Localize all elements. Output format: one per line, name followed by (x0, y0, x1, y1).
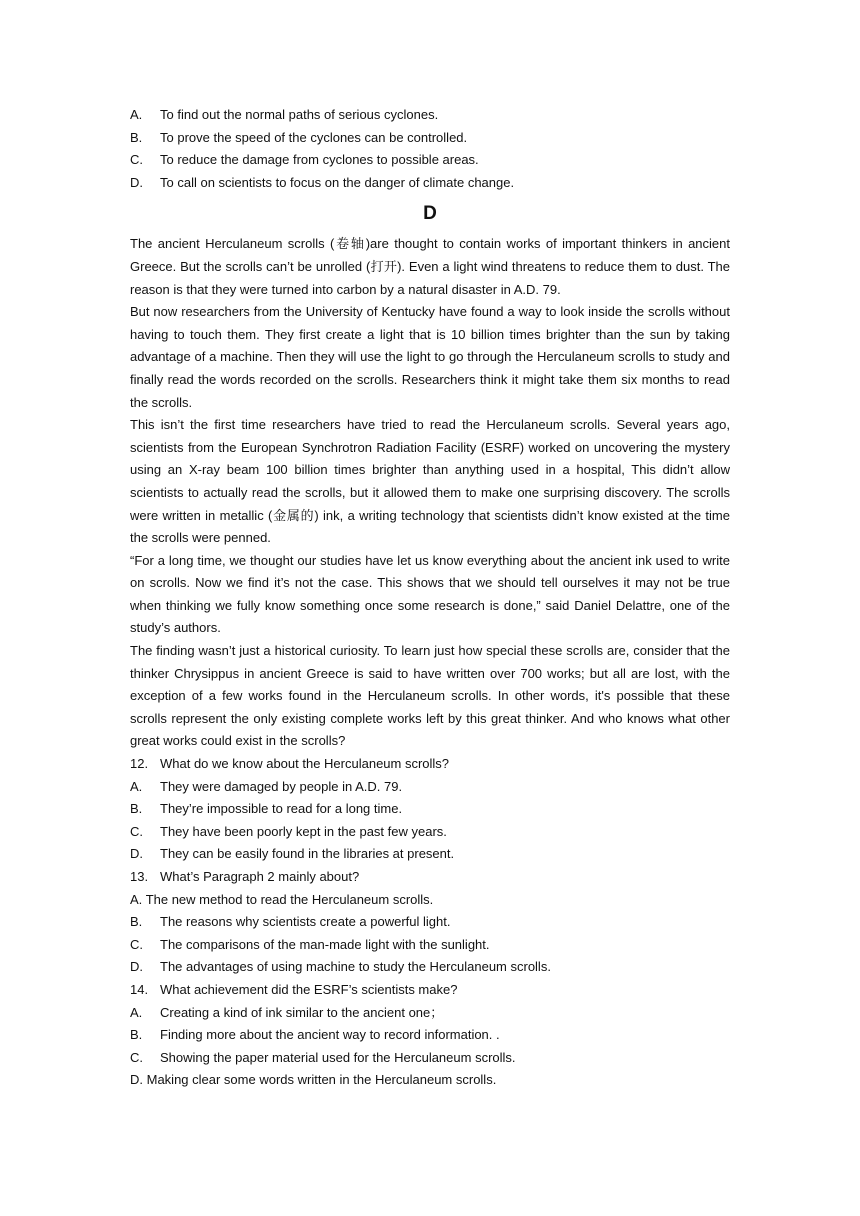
option-label: A. (130, 1004, 143, 1020)
question-14 (130, 979, 730, 1092)
question-number: 14. (130, 981, 149, 997)
option-row (130, 1047, 730, 1070)
option-text: To reduce the damage from cyclones to possible areas. (160, 152, 479, 168)
option-text: They were damaged by people in A.D. 79. (160, 778, 403, 794)
question-stem (130, 866, 730, 889)
passage-paragraph: “For a long time, we thought our studies have let us know everything about the ancient ink used to write on scrolls. Now we find it’s not the case. This shows that we should tell ourselves it may not be true when thinking we fully know something once some research is done,” said Daniel Delattre, one of the study’s authors. (130, 552, 730, 636)
question-number: 12. (130, 756, 149, 772)
option-row (130, 889, 730, 912)
option-row (130, 956, 730, 979)
option-row (130, 172, 730, 195)
question-13 (130, 866, 730, 979)
option-label: A. (130, 891, 143, 907)
question-12 (130, 753, 730, 866)
option-row (130, 149, 730, 172)
option-text: To prove the speed of the cyclones can be controlled. (160, 129, 468, 145)
option-label: D. (130, 959, 143, 975)
option-text: Showing the paper material used for the Herculaneum scrolls. (160, 1049, 516, 1065)
option-row (130, 1002, 730, 1025)
passage-paragraph: This isn’t the first time researchers have tried to read the Herculaneum scrolls. Several years ago, scientists from the European Synchrotron Radiation Facility (ESRF) worked on uncovering the mystery using an X-ray beam 100 billion times brighter than anything used in a hospital, This didn’t allow scientists to actually read the scrolls, but it allowed them to make one surprising discovery. The scrolls were written in metallic (金属的) ink, a writing technology that scientists didn’t know existed at the time the scrolls were penned. (130, 417, 730, 546)
passage-paragraph: But now researchers from the University of Kentucky have found a way to look inside the scrolls without having to touch them. They first create a light that is 10 billion times brighter than the sun by taking advantage of a machine. Then they will use the light to go through the Herculaneum scrolls to study and finally read the words recorded on the scrolls. Researchers think it might take them six months to read the scrolls. (130, 304, 730, 410)
option-label: B. (130, 1027, 143, 1043)
option-label: D. (130, 174, 143, 190)
option-row (130, 776, 730, 799)
option-label: B. (130, 129, 143, 145)
question-stem (130, 753, 730, 776)
option-label: B. (130, 914, 143, 930)
option-row (130, 821, 730, 844)
option-text: The advantages of using machine to study the Herculaneum scrolls. (160, 959, 551, 975)
option-text: The reasons why scientists create a powerful light. (160, 914, 451, 930)
option-row (130, 798, 730, 821)
option-row (130, 127, 730, 150)
option-text: The new method to read the Herculaneum scrolls. (145, 891, 434, 907)
option-label: D. (130, 1072, 143, 1088)
option-text: They’re impossible to read for a long time. (160, 801, 403, 817)
option-text: Creating a kind of ink similar to the ancient one； (160, 1004, 444, 1020)
option-row (130, 1024, 730, 1047)
question-text: What achievement did the ESRF’s scientists make? (160, 981, 458, 997)
option-row (130, 934, 730, 957)
document-page (130, 104, 730, 1092)
question-number: 13. (130, 869, 149, 884)
passage-paragraph: The finding wasn’t just a historical curiosity. To learn just how special these scrolls are, consider that the thinker Chrysippus in ancient Greece is said to have written over 700 works; but all are lost, with the exception of a few works found in the Herculaneum scrolls. In other words, it's possible that these scrolls represent the only existing complete works left by this great thinker. And who knows what other great works could exist in the scrolls? (130, 643, 730, 749)
option-label: C. (130, 1049, 143, 1065)
option-label: C. (130, 936, 143, 952)
question-text: What do we know about the Herculaneum scrolls? (160, 756, 450, 772)
option-text: Finding more about the ancient way to record information. . (160, 1027, 500, 1043)
option-text: Making clear some words written in the Herculaneum scrolls. (146, 1072, 497, 1088)
option-text: To call on scientists to focus on the danger of climate change. (160, 174, 515, 190)
option-text: The comparisons of the man-made light with the sunlight. (160, 936, 490, 952)
option-label: C. (130, 823, 143, 839)
option-label: A. (130, 778, 143, 794)
option-text: They have been poorly kept in the past few years. (160, 823, 447, 839)
option-row (130, 911, 730, 934)
option-row (130, 843, 730, 866)
option-label: D. (130, 846, 143, 862)
question-stem (130, 979, 730, 1002)
option-label: A. (130, 107, 143, 122)
question-text: What’s Paragraph 2 mainly about? (160, 869, 360, 884)
option-text: To find out the normal paths of serious cyclones. (160, 107, 439, 122)
option-row (130, 104, 730, 127)
option-row (130, 1069, 730, 1092)
option-label: B. (130, 801, 143, 817)
option-text: They can be easily found in the libraries at present. (160, 846, 455, 862)
section-heading: D (423, 203, 437, 225)
passage-paragraph: The ancient Herculaneum scrolls (卷轴)are thought to contain works of important thinkers in ancient Greece. But the scrolls can’t be unrolled (打开). Even a light wind threatens to reduce them to dust. The reason is that they were turned into carbon by a natural disaster in A.D. 79. (130, 236, 730, 297)
option-label: C. (130, 152, 143, 168)
passage (130, 233, 730, 753)
previous-question-options (130, 104, 730, 194)
